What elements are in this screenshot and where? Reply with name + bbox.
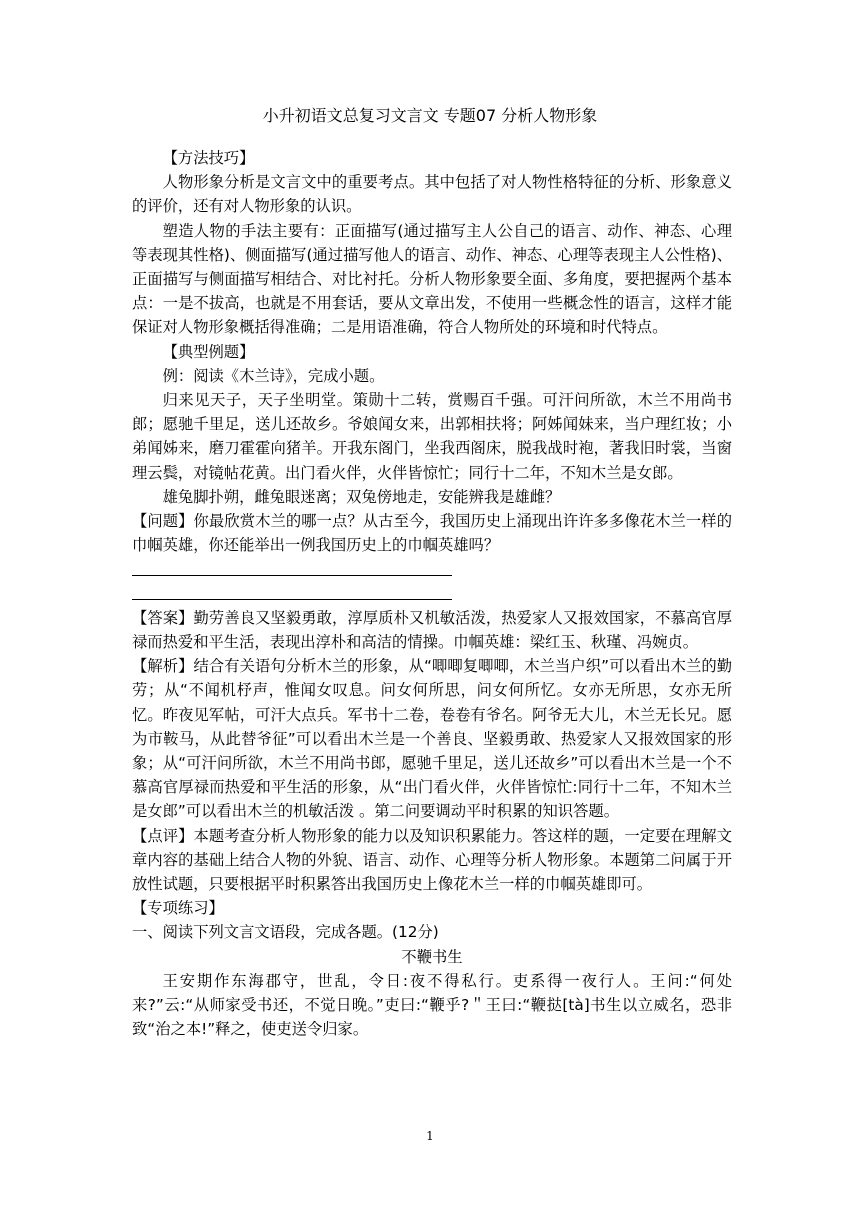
answer-blank-line-2 [132, 582, 732, 606]
page-title: 小升初语文总复习文言文 专题07 分析人物形象 [262, 106, 598, 125]
passage-paragraph: 王安期作东海郡守，世乱，令日:夜不得私行。吏系得一夜行人。王问:“何处来?”云:“从师家受书还，不觉日晚。”吏曰:“鞭乎?＂王曰:“鞭挞[tà]书生以立威名，恐非致“治之本!”释之，使吏送令归家。 [132, 971, 732, 1039]
answer-blank-line-1 [132, 557, 732, 581]
passage-title: 不鞭书生 [401, 947, 463, 966]
practice-instruction: 一、阅读下列文言文语段，完成各题。(12分) [132, 923, 439, 942]
section-heading-practice: 【专项练习】 [132, 899, 224, 918]
document-body [132, 146, 732, 1041]
analysis-paragraph: 【解析】结合有关语句分析木兰的形象，从“唧唧复唧唧，木兰当户织”可以看出木兰的勤劳；从“不闻机杼声，惟闻女叹息。问女何所思，问女何所忆。女亦无所思，女亦无所忆。昨夜见军帖，可汗大点兵。军书十二卷，卷卷有爷名。阿爷无大儿，木兰无长兄。愿为市鞍马，从此替爷征”可以看出木兰是一个善良、坚毅勇敢、热爱家人又报效国家的形象；从“可汗问所欲，木兰不用尚书郎，愿驰千里足，送儿还故乡”可以看出木兰是一个不慕高官厚禄而热爱和平生活的形象，从“出门看火伴，火伴皆惊忙:同行十二年，不知木兰是女郎”可以看出木兰的机敏活泼 。第二问要调动平时积累的知识答题。 [132, 657, 732, 821]
question-paragraph: 【问题】你最欣赏木兰的哪一点？从古至今，我国历史上涌现出许许多多像花木兰一样的巾帼英雄，你还能举出一例我国历史上的巾帼英雄吗？ [132, 512, 732, 555]
section-heading-method: 【方法技巧】 [162, 149, 255, 167]
comment-paragraph: 【点评】本题考查分析人物形象的能力以及知识积累能力。答这样的题，一定要在理解文章内容的基础上结合人物的外貌、语言、动作、心理等分析人物形象。本题第二问属于开放性试题，只要根据平时积累答出我国历史上像花木兰一样的巾帼英雄即可。 [132, 826, 732, 894]
method-paragraph-2: 塑造人物的手法主要有：正面描写(通过描写主人公自己的语言、动作、神态、心理等表现其性格)、侧面描写(通过描写他人的语言、动作、神态、心理等表现主人公性格)、正面描写与侧面描写相结合、对比衬托。分析人物形象要全面、多角度，要把握两个基本点：一是不拔高，也就是不用套话，要从文章出发，不使用一些概念性的语言，这样才能保证对人物形象概括得准确；二是用语准确，符合人物所处的环境和时代特点。 [132, 221, 732, 337]
example-intro: 例：阅读《木兰诗》，完成小题。 [162, 366, 385, 385]
answer-paragraph: 【答案】勤劳善良又坚毅勇敢，淳厚质朴又机敏活泼，热爱家人又报效国家，不慕高官厚禄而热爱和平生活，表现出淳朴和高洁的情操。巾帼英雄：梁红玉、秋瑾、冯婉贞。 [132, 608, 732, 652]
section-heading-example: 【典型例题】 [162, 342, 255, 361]
poem-paragraph-1: 归来见天子，天子坐明堂。策勋十二转，赏赐百千强。可汗问所欲，木兰不用尚书郎；愿驰千里足，送儿还故乡。爷娘闻女来，出郭相扶将；阿姊闻妹来，当户理红妆；小弟闻姊来，磨刀霍霍向猪羊。开我东阁门，坐我西阁床，脱我战时袍，著我旧时裳，当窗理云鬓，对镜帖花黄。出门看火伴，火伴皆惊忙；同行十二年，不知木兰是女郎。 [132, 391, 732, 482]
poem-paragraph-2: 雄兔脚扑朔，雌兔眼迷离；双兔傍地走，安能辨我是雄雌？ [162, 487, 561, 506]
method-paragraph-1: 人物形象分析是文言文中的重要考点。其中包括了对人物性格特征的分析、形象意义的评价，还有对人物形象的认识。 [132, 173, 732, 216]
page-number: 1 [426, 1129, 434, 1143]
